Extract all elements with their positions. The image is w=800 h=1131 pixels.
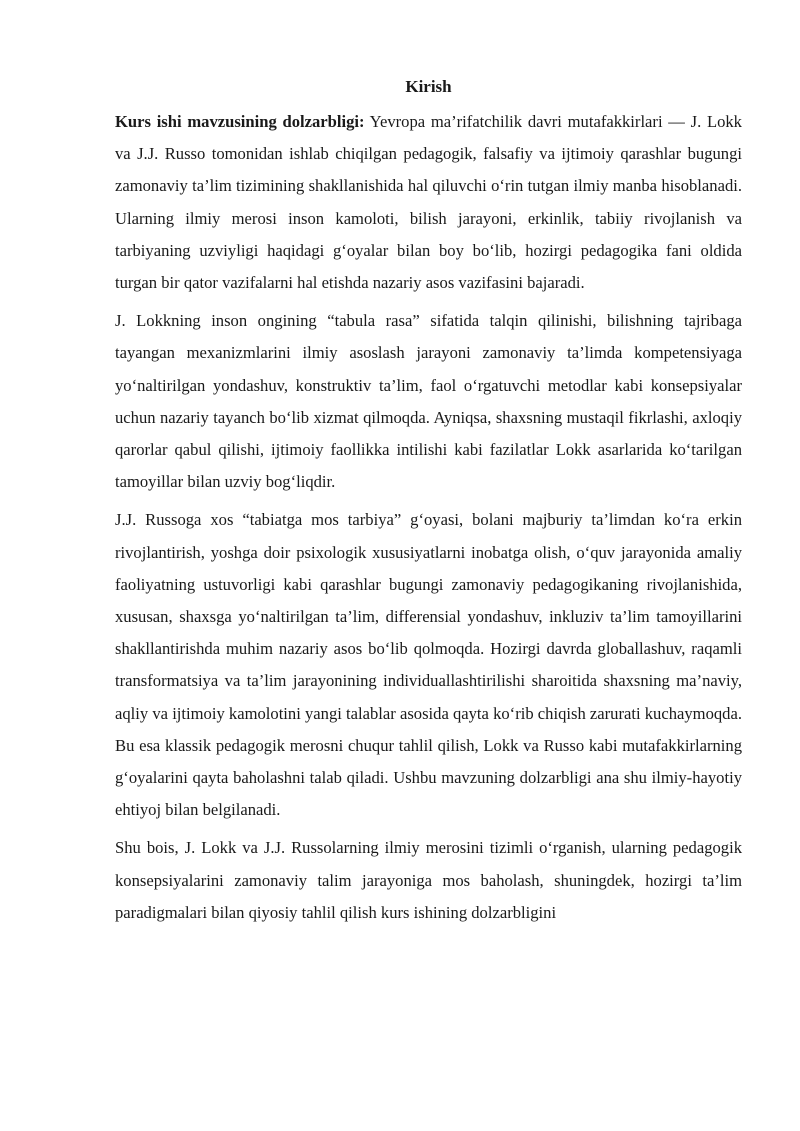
paragraph-text: Shu bois, J. Lokk va J.J. Russolarning ilmiy merosini tizimli o‘rganish, ularning pedagogik konsepsiyalarini zamonaviy talim jarayoniga mos baholash, shuningdek, hozirgi ta’lim paradigmalari bilan qiyosiy tahlil qilish kurs ishining dolzarbligini: [115, 838, 742, 922]
document-page: [115, 72, 742, 935]
paragraph-russo: [115, 504, 742, 826]
paragraph-lead-in: Kurs ishi mavzusining dolzarbligi:: [115, 112, 365, 131]
section-heading: Kirish: [405, 77, 452, 96]
paragraph-lokk: [115, 305, 742, 498]
paragraph-text: J.J. Russoga xos “tabiatga mos tarbiya” g‘oyasi, bolani majburiy ta’limdan ko‘ra erkin rivojlantirish, yoshga doir psixologik xususiyatlarni inobatga olish, o‘quv jarayonida amaliy faoliyatning ustuvorligi kabi qarashlar bugungi zamonaviy pedagogikaning rivojlanishida, xususan, shaxsga yo‘naltirilgan ta’lim, differensial yondashuv, inkluziv ta’lim tamoyillarini shakllantirishda muhim nazariy asos bo‘lib qolmoqda. Hozirgi davrda globallashuv, raqamli transformatsiya va ta’lim jarayonining individuallashtirilishi sharoitida shaxsning ma’naviy, aqliy va ijtimoiy kamolotini yangi talablar asosida qayta ko‘rib chiqish zarurati kuchaymoqda. Bu esa klassik pedagogik merosni chuqur tahlil qilish, Lokk va Russo kabi mutafakkirlarning g‘oyalarini qayta baholashni talab qiladi. Ushbu mavzuning dolzarbligi ana shu ilmiy-hayotiy ehtiyoj bilan belgilanadi.: [115, 510, 742, 820]
paragraph-conclusion: [115, 832, 742, 929]
paragraph-text: Yevropa ma’rifatchilik davri mutafakkirlari — J. Lokk va J.J. Russo tomonidan ishlab chiqilgan pedagogik, falsafiy va ijtimoiy qarashlar bugungi zamonaviy ta’lim tizimining shakllanishida hal qiluvchi o‘rin tutgan ilmiy manba hisoblanadi. Ularning ilmiy merosi inson kamoloti, bilish jarayoni, erkinlik, tabiiy rivojlanish va tarbiyaning uzviyligi haqidagi g‘oyalar bilan boy bo‘lib, hozirgi pedagogika fani oldida turgan bir qator vazifalarni hal etishda nazariy asos vazifasini bajaradi.: [115, 112, 742, 293]
paragraph-text: J. Lokkning inson ongining “tabula rasa” sifatida talqin qilinishi, bilishning tajribaga tayangan mexanizmlarini ilmiy asoslash jarayoni zamonaviy ta’limda kompetensiyaga yo‘naltirilgan yondashuv, konstruktiv ta’lim, faol o‘rgatuvchi metodlar kabi konsepsiyalar uchun nazariy tayanch bo‘lib xizmat qilmoqda. Ayniqsa, shaxsning mustaqil fikrlashi, axloqiy qarorlar qabul qilishi, ijtimoiy faollikka intilishi kabi fazilatlar Lokk asarlarida ko‘tarilgan tamoyillar bilan uzviy bog‘liqdir.: [115, 311, 742, 492]
paragraph-relevance: [115, 106, 742, 299]
